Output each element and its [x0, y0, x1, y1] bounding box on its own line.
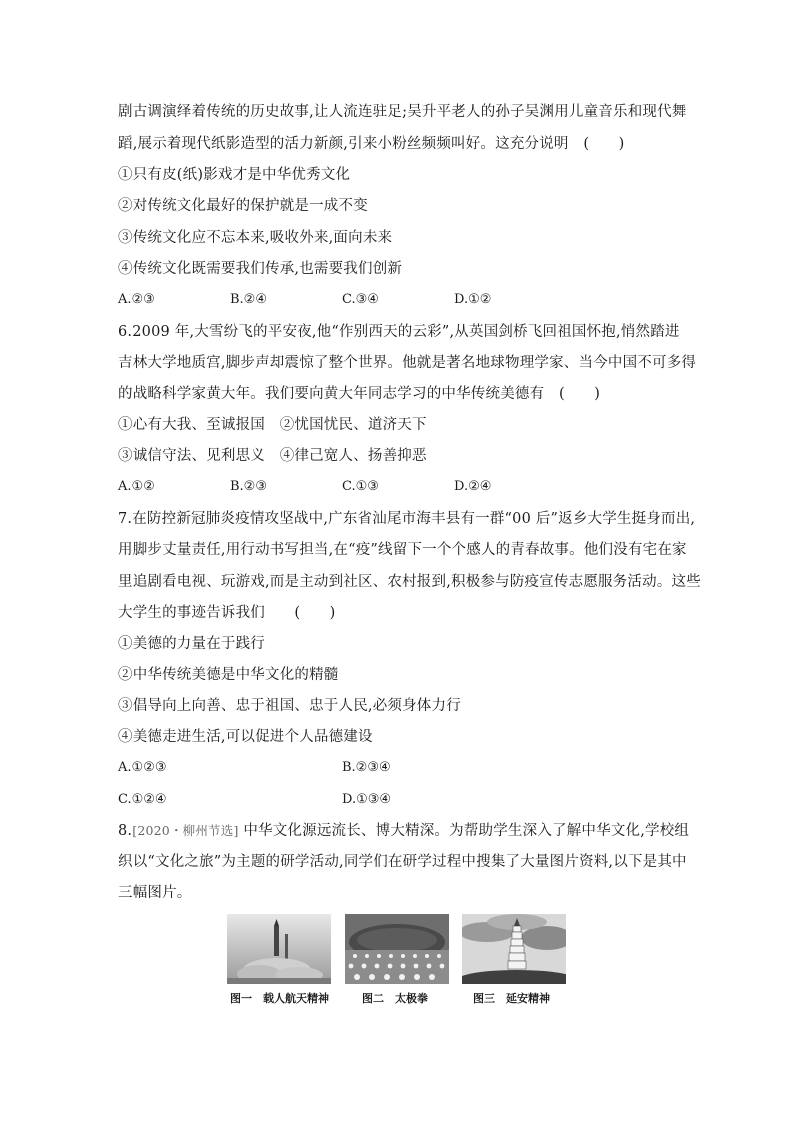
figure-3-pagoda-image — [462, 914, 566, 984]
q7-statement-3: ③倡导向上向善、忠于祖国、忠于人民,必须身体力行 — [118, 698, 461, 714]
q6-stem-line-1: 6.2009 年,大雪纷飞的平安夜,他“作别西天的云彩”,从英国剑桥飞回祖国怀抱,悄然踏进 — [118, 324, 680, 340]
q5-stem-line-2: 蹈,展示着现代纸影造型的活力新颜,引来小粉丝频频叫好。这充分说明 ( ) — [118, 136, 625, 152]
q6-stem-line-3: 的战略科学家黄大年。我们要向黄大年同志学习的中华传统美德有 ( ) — [118, 386, 601, 402]
q7-stem-line-4: 大学生的事迹告诉我们 ( ) — [118, 605, 336, 621]
q5-statement-1: ①只有皮(纸)影戏才是中华优秀文化 — [118, 167, 351, 183]
q6-statements-1-2: ①心有大我、至诚报国 ②忧国忧民、道济天下 — [118, 417, 427, 433]
q5-option-d[interactable]: D.①② — [454, 292, 492, 307]
q6-statements-3-4: ③诚信守法、见利思义 ④律己宽人、扬善抑恶 — [118, 448, 427, 464]
q8-stem-line-3: 三幅图片。 — [118, 885, 192, 901]
q7-statement-2: ②中华传统美德是中华文化的精髓 — [118, 667, 339, 683]
q6-option-b[interactable]: B.②③ — [230, 479, 267, 494]
q7-option-d[interactable]: D.①③④ — [342, 792, 392, 807]
figure-2-taichi-image — [345, 914, 449, 984]
q7-stem-line-1: 7.在防控新冠肺炎疫情攻坚战中,广东省汕尾市海丰县有一群“00 后”返乡大学生挺身而出, — [118, 511, 696, 527]
q8-number: 8. — [118, 823, 133, 839]
q7-statement-4: ④美德走进生活,可以促进个人品德建设 — [118, 729, 373, 745]
q5-statement-4: ④传统文化既需要我们传承,也需要我们创新 — [118, 261, 403, 277]
q6-option-c[interactable]: C.①③ — [342, 479, 379, 494]
q5-option-c[interactable]: C.③④ — [342, 292, 379, 307]
q8-stem-line-2: 织以“文化之旅”为主题的研学活动,同学们在研学过程中搜集了大量图片资料,以下是其中 — [118, 854, 687, 870]
q8-source-tag: [2020・柳州节选] — [132, 823, 239, 838]
q5-statement-3: ③传统文化应不忘本来,吸收外来,面向未来 — [118, 230, 393, 246]
q5-option-a[interactable]: A.②③ — [118, 292, 155, 307]
q7-option-a[interactable]: A.①②③ — [118, 760, 167, 775]
q6-option-a[interactable]: A.①② — [118, 479, 155, 494]
q7-option-c[interactable]: C.①②④ — [118, 792, 167, 807]
q7-stem-line-3: 里追剧看电视、玩游戏,而是主动到社区、农村报到,积极参与防疫宣传志愿服务活动。这些 — [118, 574, 701, 590]
figure-1-rocket-launch-image — [227, 914, 331, 984]
q7-stem-line-2: 用脚步丈量责任,用行动书写担当,在“疫”线留下一个个感人的青春故事。他们没有宅在家 — [118, 542, 687, 558]
q5-option-b[interactable]: B.②④ — [230, 292, 267, 307]
q7-statement-1: ①美德的力量在于践行 — [118, 636, 265, 652]
q7-option-b[interactable]: B.②③④ — [342, 760, 391, 775]
q8-stem-text: 中华文化源远流长、博大精深。为帮助学生深入了解中华文化,学校组 — [238, 823, 690, 839]
q5-statement-2: ②对传统文化最好的保护就是一成不变 — [118, 198, 368, 214]
figure-3-caption: 图三 延安精神 — [473, 992, 550, 1005]
figure-2-caption: 图二 太极拳 — [362, 992, 428, 1005]
figure-1-caption: 图一 载人航天精神 — [230, 992, 329, 1005]
q6-stem-line-2: 吉林大学地质宫,脚步声却震惊了整个世界。他就是著名地球物理学家、当今中国不可多得 — [118, 355, 697, 371]
q6-option-d[interactable]: D.②④ — [454, 479, 492, 494]
q5-stem-line-1: 剧古调演绎着传统的历史故事,让人流连驻足;吴升平老人的孙子吴渊用儿童音乐和现代舞 — [118, 104, 687, 120]
q8-stem-line-1 — [118, 821, 689, 841]
